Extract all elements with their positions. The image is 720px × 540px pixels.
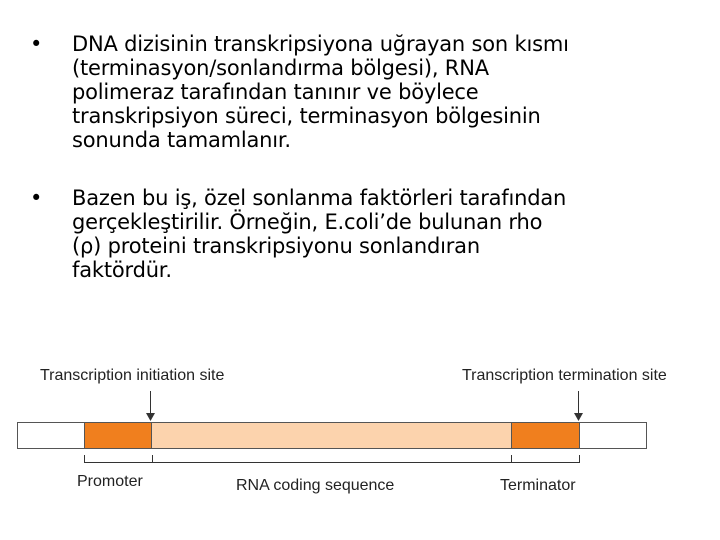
termination-site-label: Transcription termination site [462,367,667,384]
bullet-marker: • [30,186,43,210]
bullet-line: Bazen bu iş, özel sonlanma faktörleri tarafından [72,186,567,210]
terminator-bracket-base [511,462,580,463]
bullet-line: gerçekleştirilir. Örneğin, E.coli’de bulunan rho [72,210,543,234]
bullet-line: polimeraz tarafından tanınır ve böylece [72,80,479,104]
rna-coding-label: RNA coding sequence [236,477,395,494]
terminator-label: Terminator [500,477,576,494]
bullet-line: transkripsiyon süreci, terminasyon bölgesinin [72,104,541,128]
downstream-flank-segment [579,422,647,449]
bullet-line: (ρ) proteini transkripsiyonu sonlandıran [72,234,480,258]
bullet-marker: • [30,32,43,56]
promoter-segment [84,422,152,449]
bullet-text [72,32,712,152]
terminator-bracket-right [579,455,580,463]
coding-bracket-base [152,462,511,463]
bullet-item-termination-region [30,32,710,152]
bullet-line: sonunda tamamlanır. [72,128,291,152]
gene-structure-diagram [0,355,720,515]
initiation-arrow-icon [146,413,155,421]
promoter-bracket-base [84,462,153,463]
bullet-line: (terminasyon/sonlandırma bölgesi), RNA [72,56,489,80]
upstream-flank-segment [17,422,85,449]
bullet-line: DNA dizisinin transkripsiyona uğrayan son kısmı [72,32,569,56]
bullet-list [30,32,710,282]
bullet-text [72,186,712,282]
termination-arrow-icon [574,413,583,421]
bullet-item-termination-factors [30,186,710,282]
rna-coding-segment [151,422,512,449]
promoter-label: Promoter [77,473,143,490]
initiation-site-label: Transcription initiation site [40,367,225,384]
bullet-line: faktördür. [72,258,172,282]
terminator-segment [511,422,580,449]
